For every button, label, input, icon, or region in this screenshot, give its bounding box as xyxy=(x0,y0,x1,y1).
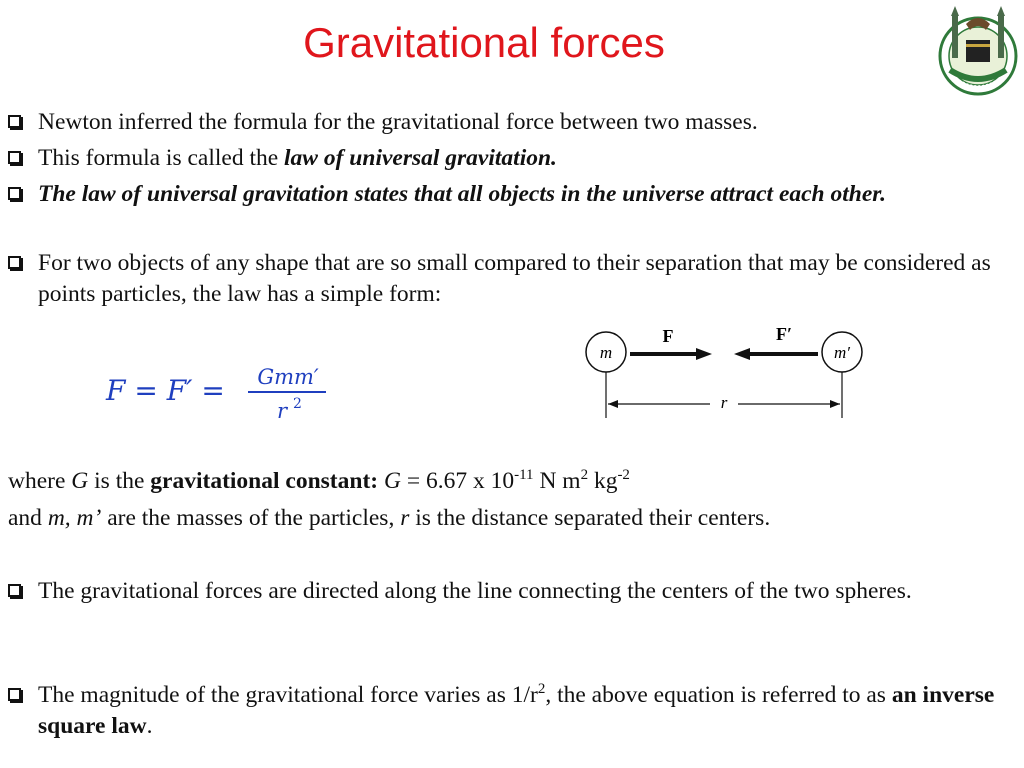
bullet-text xyxy=(38,680,1013,742)
mass-right-label: m′ xyxy=(834,343,850,362)
constant-name: gravitational constant: xyxy=(150,468,379,494)
formula-denominator: r xyxy=(276,399,288,423)
checkbox-bullet-icon xyxy=(8,584,21,597)
checkbox-bullet-icon xyxy=(8,115,21,128)
text-span: . xyxy=(146,713,153,739)
text-span: kg xyxy=(588,468,618,494)
text-span: N m xyxy=(533,468,581,494)
symbol-G: G xyxy=(71,468,89,494)
bullet-item xyxy=(8,576,1013,607)
symbol-masses: m, m’ xyxy=(47,505,102,531)
bullet-text-plain: This formula is called the xyxy=(38,145,285,171)
bullet-text xyxy=(38,179,1013,210)
force-left-label: F xyxy=(662,326,674,346)
mass-left-label: m xyxy=(599,343,613,362)
formula-lhs: F = F′ = xyxy=(106,374,225,407)
slide-title: Gravitational forces xyxy=(303,19,665,66)
checkbox-bullet-icon xyxy=(8,256,21,269)
symbol-r: r xyxy=(400,505,410,531)
text-span: , the above equation is referred to as xyxy=(545,682,892,708)
text-span: are the masses of the particles, xyxy=(101,505,401,531)
symbol-G: G xyxy=(383,468,401,494)
force-right-label: F′ xyxy=(775,324,793,344)
text-span: is the distance separated their centers. xyxy=(409,505,771,531)
bullet-text: The gravitational forces are directed along the line connecting the centers of the two spheres. xyxy=(38,578,912,604)
bullet-item xyxy=(8,107,1013,138)
text-span: is the xyxy=(88,468,151,494)
text-span: The magnitude of the gravitational force varies as 1/r xyxy=(38,682,538,708)
checkbox-bullet-icon xyxy=(8,151,21,164)
formula-numerator: Gmm′ xyxy=(257,365,319,389)
text-span: where xyxy=(8,468,72,494)
text-span: = 6.67 x 10 xyxy=(400,468,515,494)
bullet-text-emphasis: law of universal gravitation. xyxy=(284,145,557,171)
exponent: 2 xyxy=(537,681,546,697)
bullet-text: For two objects of any shape that are so small compared to their separation that may be considered as points particles, the law has a simple form: xyxy=(38,250,991,307)
bullet-item xyxy=(8,680,1013,742)
exponent: -11 xyxy=(514,467,534,483)
formula-exponent: 2 xyxy=(293,396,302,412)
checkbox-bullet-icon xyxy=(8,187,21,200)
two-mass-diagram xyxy=(580,318,870,428)
masses-definition-line xyxy=(8,503,1016,533)
bullet-text xyxy=(38,143,1013,174)
gravitation-formula xyxy=(104,358,344,428)
bullet-text: Newton inferred the formula for the gravitational force between two masses. xyxy=(38,109,758,135)
inverse-square-law-term: an inverse square law xyxy=(38,682,995,739)
gravitational-constant-line xyxy=(8,466,1016,496)
exponent: -2 xyxy=(617,467,630,483)
bullet-item xyxy=(8,248,1013,310)
bullet-item xyxy=(8,179,1013,210)
exponent: 2 xyxy=(580,467,589,483)
bullet-item xyxy=(8,143,1013,174)
distance-label: r xyxy=(720,393,728,412)
bullet-text-emphasis: The law of universal gravitation states that all objects in the universe attract each other. xyxy=(38,181,886,207)
checkbox-bullet-icon xyxy=(8,688,21,701)
university-logo xyxy=(936,4,1020,100)
text-span: and xyxy=(8,505,48,531)
